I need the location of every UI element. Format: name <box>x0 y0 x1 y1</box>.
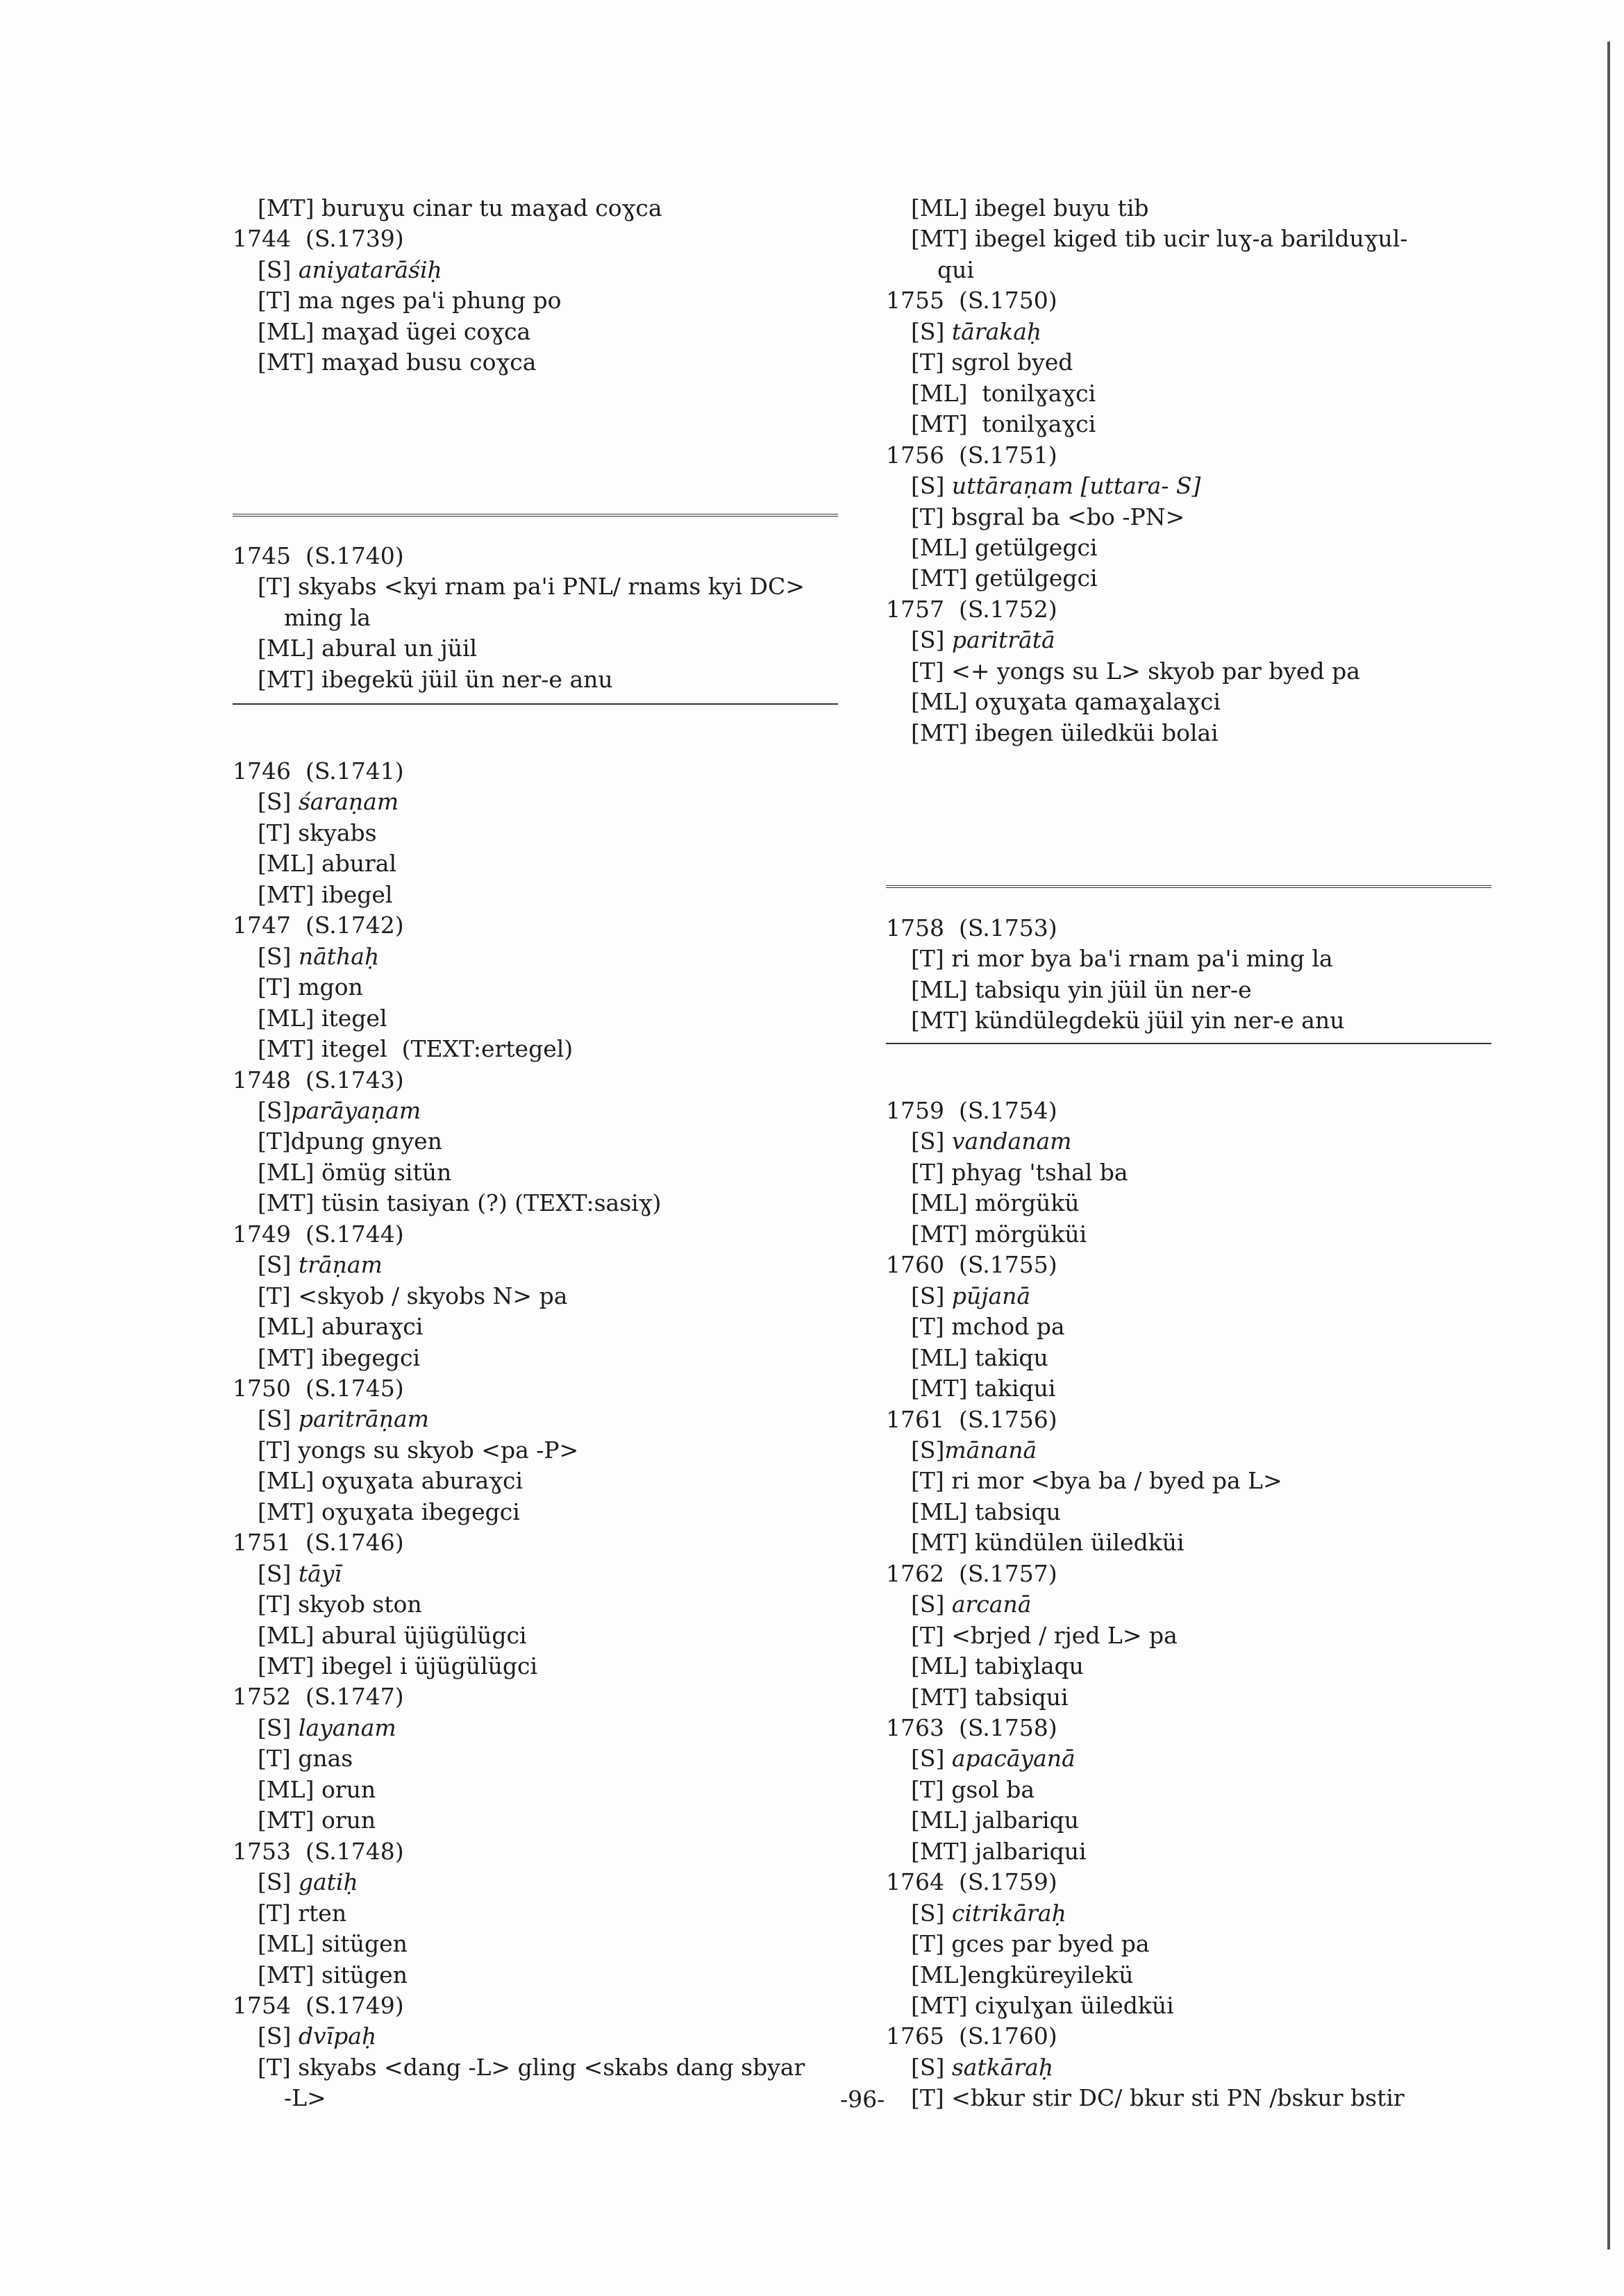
line-text: [T] rten <box>258 1900 347 1927</box>
entry-line <box>258 1312 423 1342</box>
line-text: 1762 (S.1757) <box>886 1560 1057 1587</box>
entry-line <box>284 603 371 633</box>
entry-number <box>886 1096 1057 1126</box>
sanskrit-term: arcanā <box>951 1591 1032 1618</box>
line-text: 1744 (S.1739) <box>233 225 404 252</box>
entry-number <box>233 1527 404 1558</box>
sanskrit-term: citrikāraḥ <box>951 1900 1066 1927</box>
entry-line <box>258 1188 661 1218</box>
page-edge-shadow <box>1607 42 1610 2249</box>
line-text: 1759 (S.1754) <box>886 1097 1057 1124</box>
line-text: 1748 (S.1743) <box>233 1066 404 1093</box>
entry-line <box>911 347 1073 378</box>
line-text: [MT] ibegegci <box>258 1344 421 1371</box>
line-text: [S] <box>258 1251 299 1278</box>
entry-line <box>911 1960 1133 1991</box>
line-text: [T] mgon <box>258 973 363 1000</box>
line-text: [S] <box>258 1714 299 1741</box>
entry-line <box>258 193 662 224</box>
entry-line <box>911 2052 1053 2083</box>
entry-line <box>911 193 1149 224</box>
entry-line <box>911 1651 1084 1682</box>
entry-line <box>911 471 1200 501</box>
line-text: [ML] tabiɣlaqu <box>911 1652 1084 1679</box>
line-text: 1747 (S.1742) <box>233 912 404 939</box>
entry-line <box>258 1497 520 1527</box>
section-rule <box>886 1043 1491 1044</box>
line-text: [ML] sitügen <box>258 1930 408 1957</box>
entry-line <box>258 1435 578 1466</box>
sanskrit-term: uttāraṇam [uttara- S] <box>951 472 1201 499</box>
line-text: [ML]engküreyilekü <box>911 1961 1134 1988</box>
entry-line <box>911 1620 1178 1651</box>
line-text: [S] <box>258 788 299 815</box>
line-text: [MT] ibegekü jüil ün ner-e anu <box>258 666 613 693</box>
line-text: [MT] ibegel kiged tib ucir luɣ-a barilduɣul- <box>911 225 1408 252</box>
entry-line <box>911 1743 1075 1774</box>
entry-line <box>258 1775 376 1805</box>
sanskrit-term: satkāraḥ <box>951 2054 1054 2081</box>
entry-line <box>911 1312 1065 1342</box>
entry-number <box>233 756 404 787</box>
line-text: [ML] oɣuɣata qamaɣalaɣci <box>911 688 1221 715</box>
line-text: [ML] oɣuɣata aburaɣci <box>258 1467 524 1494</box>
entry-number <box>233 1991 404 2021</box>
entry-line <box>911 502 1184 533</box>
line-text: [S] <box>911 318 952 345</box>
entry-line <box>258 1157 451 1188</box>
entry-number <box>233 1373 404 1404</box>
line-text: 1746 (S.1741) <box>233 757 404 785</box>
line-text: [T] <skyob / skyobs N> pa <box>258 1282 568 1309</box>
line-text: ming la <box>284 604 371 631</box>
entry-line <box>258 1250 383 1280</box>
sanskrit-term: trāṇam <box>298 1251 383 1278</box>
sanskrit-term: mānanā <box>944 1436 1037 1464</box>
entry-line <box>911 1219 1087 1250</box>
sanskrit-term: pūjanā <box>951 1282 1031 1309</box>
line-text: [S] <box>911 1282 952 1309</box>
entry-line <box>911 1281 1030 1312</box>
entry-line <box>258 2052 805 2083</box>
entry-number <box>886 285 1057 316</box>
entry-line <box>911 718 1219 748</box>
line-text: [T] gsol ba <box>911 1776 1035 1803</box>
sanskrit-term: tārakaḥ <box>951 318 1042 345</box>
entry-line <box>258 1651 537 1682</box>
entry-number <box>886 2021 1057 2052</box>
entry-line <box>258 1404 429 1434</box>
line-text: [T] mchod pa <box>911 1313 1065 1340</box>
line-text: [ML] orun <box>258 1776 376 1803</box>
line-text: [ML] tabsiqu yin jüil ün ner-e <box>911 976 1252 1003</box>
entry-line <box>258 1126 442 1157</box>
line-text: -L> <box>284 2084 326 2111</box>
entry-line <box>258 1559 342 1589</box>
entry-number <box>886 440 1057 471</box>
entry-line <box>258 1034 573 1064</box>
entry-line <box>258 880 392 910</box>
line-text: [T] ma nges pa'i phung po <box>258 287 562 314</box>
line-text: [S] <box>258 2022 299 2050</box>
entry-line <box>258 1281 567 1312</box>
section-rule <box>233 703 838 705</box>
line-text: [ML] getülgegci <box>911 534 1098 561</box>
entry-line <box>911 625 1055 655</box>
entry-number <box>233 1682 404 1712</box>
line-text: [S] <box>911 1591 952 1618</box>
entry-line <box>911 1836 1087 1867</box>
entry-line <box>258 571 805 602</box>
line-text: 1751 (S.1746) <box>233 1529 404 1556</box>
entry-line <box>258 1960 408 1991</box>
entry-number <box>233 1065 404 1096</box>
line-text: [MT] ibegel <box>258 881 393 908</box>
entry-line <box>258 1929 408 1959</box>
line-text: [S] <box>258 1097 292 1124</box>
sanskrit-term: vandanam <box>951 1128 1072 1155</box>
entry-line <box>258 818 377 848</box>
entry-line <box>911 1497 1061 1527</box>
line-text: 1754 (S.1749) <box>233 1992 404 2019</box>
entry-line <box>258 1867 358 1897</box>
line-text: [S] <box>258 1868 299 1895</box>
line-text: [MT] kündülen üiledküi <box>911 1529 1184 1556</box>
sanskrit-term: paritrātā <box>951 626 1055 653</box>
line-text: [S] <box>911 1128 952 1155</box>
entry-line <box>911 2083 1405 2113</box>
line-text: [T] bsgral ba <bo -PN> <box>911 503 1185 530</box>
entry-number <box>233 1219 404 1250</box>
entry-line <box>258 1466 523 1496</box>
page-number: -96- <box>840 2086 885 2113</box>
sanskrit-term: layanam <box>298 1714 396 1741</box>
line-text: 1750 (S.1745) <box>233 1375 404 1402</box>
line-text: [MT] getülgegci <box>911 564 1098 592</box>
entry-line <box>911 656 1360 687</box>
line-text: 1763 (S.1758) <box>886 1714 1057 1741</box>
line-text: 1753 (S.1748) <box>233 1838 404 1865</box>
line-text: [S] <box>258 256 299 283</box>
entry-line <box>911 563 1098 594</box>
line-text: [ML] aburaɣci <box>258 1313 424 1340</box>
line-text: 1764 (S.1759) <box>886 1868 1057 1895</box>
entry-line <box>911 1005 1344 1036</box>
entry-line <box>911 1775 1035 1805</box>
line-text: [MT] orun <box>258 1807 376 1834</box>
entry-line <box>258 2021 376 2052</box>
line-text: [ML] tonilɣaɣci <box>911 380 1096 407</box>
entry-line <box>911 1589 1031 1620</box>
entry-line <box>911 1527 1184 1558</box>
entry-line <box>258 848 396 879</box>
sanskrit-term: tāyī <box>298 1560 342 1587</box>
line-text: 1756 (S.1751) <box>886 442 1057 469</box>
line-text: [MT] tonilɣaɣci <box>911 410 1096 437</box>
entry-line <box>911 1898 1066 1929</box>
line-text: 1761 (S.1756) <box>886 1406 1057 1433</box>
line-text: [T] skyabs <box>258 819 377 846</box>
entry-line <box>911 1435 1037 1466</box>
line-text: 1765 (S.1760) <box>886 2022 1057 2050</box>
line-text: [ML] takiqu <box>911 1344 1048 1371</box>
line-text: [S] <box>911 1745 952 1772</box>
line-text: [MT] tüsin tasiyan (?) (TEXT:sasiɣ) <box>258 1189 662 1216</box>
line-text: [MT] tabsiqui <box>911 1684 1069 1711</box>
entry-line <box>911 1466 1282 1496</box>
entry-line <box>258 633 477 664</box>
entry-line <box>911 224 1407 254</box>
entry-number <box>233 541 404 571</box>
line-text: [MT] oɣuɣata ibegegci <box>258 1498 520 1525</box>
double-rule <box>886 885 1491 888</box>
line-text: 1752 (S.1747) <box>233 1683 404 1710</box>
entry-line <box>258 1003 387 1034</box>
line-text: [T] phyag 'tshal ba <box>911 1159 1128 1186</box>
entry-line <box>258 317 530 347</box>
entry-line <box>258 1343 420 1373</box>
entry-number <box>233 910 404 941</box>
sanskrit-term: nāthaḥ <box>298 943 380 970</box>
line-text: [T] <bkur stir DC/ bkur sti PN /bskur bstir <box>911 2084 1405 2111</box>
line-text: [MT] maɣad busu coɣca <box>258 349 537 376</box>
entry-line <box>911 687 1221 717</box>
sanskrit-term: gatiḥ <box>298 1868 358 1895</box>
entry-line <box>911 1682 1069 1713</box>
entry-line <box>258 787 399 817</box>
entry-number <box>886 1405 1057 1435</box>
line-text: 1755 (S.1750) <box>886 287 1057 314</box>
line-text: [ML] maɣad ügei coɣca <box>258 318 531 345</box>
line-text: [ML] abural <box>258 850 396 877</box>
entry-line <box>911 533 1097 563</box>
line-text: [ML] itegel <box>258 1005 387 1032</box>
line-text: [MT] itegel (TEXT:ertegel) <box>258 1035 574 1062</box>
entry-line <box>911 1126 1071 1157</box>
line-text: [MT] takiqui <box>911 1375 1056 1402</box>
sanskrit-term: parāyaṇam <box>291 1097 421 1124</box>
entry-line <box>258 1743 353 1774</box>
line-text: [T] <brjed / rjed L> pa <box>911 1622 1178 1649</box>
entry-line <box>911 1343 1048 1373</box>
entry-line <box>258 1805 376 1836</box>
line-text: [S] <box>258 943 299 970</box>
line-text: [S] <box>258 1405 299 1432</box>
line-text: [MT] mörgüküi <box>911 1221 1087 1248</box>
entry-number <box>886 913 1057 944</box>
line-text: [ML] ibegel buyu tib <box>911 194 1149 221</box>
sanskrit-term: apacāyanā <box>951 1745 1075 1772</box>
line-text: [T] ri mor <bya ba / byed pa L> <box>911 1467 1282 1494</box>
line-text: [MT] ibegen üiledküi bolai <box>911 719 1219 746</box>
line-text: 1757 (S.1752) <box>886 596 1057 623</box>
line-text: 1758 (S.1753) <box>886 914 1057 941</box>
entry-line <box>911 1157 1128 1188</box>
entry-line <box>258 1589 422 1620</box>
line-text: [S] <box>911 472 952 499</box>
entry-line <box>258 285 561 316</box>
entry-line <box>258 1096 421 1126</box>
line-text: 1745 (S.1740) <box>233 542 404 569</box>
sanskrit-term: aniyatarāśiḥ <box>298 256 442 283</box>
entry-number <box>233 224 404 254</box>
sanskrit-term: śaraṇam <box>298 788 399 815</box>
entry-line <box>258 1898 346 1929</box>
entry-line <box>911 1188 1080 1218</box>
entry-line <box>258 1620 527 1651</box>
entry-line <box>258 664 613 695</box>
entry-number <box>886 1559 1057 1589</box>
entry-line <box>258 1713 396 1743</box>
line-text: [S] <box>911 1900 952 1927</box>
sanskrit-term: paritrāṇam <box>298 1405 429 1432</box>
entry-line <box>258 972 363 1003</box>
entry-line <box>911 1991 1174 2021</box>
line-text: [T] <+ yongs su L> skyob par byed pa <box>911 657 1360 685</box>
line-text: [ML] tabsiqu <box>911 1498 1061 1525</box>
line-text: [S] <box>911 2054 952 2081</box>
sanskrit-term: dvīpaḥ <box>298 2022 377 2050</box>
line-text: qui <box>937 256 974 283</box>
entry-line <box>911 378 1096 409</box>
line-text: [T] ri mor bya ba'i rnam pa'i ming la <box>911 945 1333 972</box>
entry-line <box>911 409 1096 439</box>
entry-line <box>911 317 1041 347</box>
entry-line <box>258 941 379 972</box>
line-text: [T] gces par byed pa <box>911 1930 1150 1957</box>
line-text: [T] sgrol byed <box>911 349 1073 376</box>
line-text: [MT] sitügen <box>258 1961 408 1988</box>
line-text: [ML] abural un jüil <box>258 635 478 662</box>
entry-line <box>911 944 1333 974</box>
entry-number <box>886 1713 1057 1743</box>
line-text: 1749 (S.1744) <box>233 1221 404 1248</box>
line-text: [T] gnas <box>258 1745 353 1772</box>
line-text: [T] skyabs <dang -L> gling <skabs dang sbyar <box>258 2054 805 2081</box>
line-text: [MT] kündülegdekü jüil yin ner-e anu <box>911 1007 1345 1034</box>
double-rule <box>233 514 838 517</box>
line-text: [T] skyob ston <box>258 1591 422 1618</box>
entry-line <box>911 1373 1055 1404</box>
entry-line <box>258 255 442 285</box>
line-text: [MT] buruɣu cinar tu maɣad coɣca <box>258 194 662 221</box>
line-text: [T] yongs su skyob <pa -P> <box>258 1436 579 1464</box>
line-text: [S] <box>911 626 952 653</box>
entry-number <box>886 1250 1057 1280</box>
entry-line <box>937 255 974 285</box>
entry-number <box>886 1867 1057 1897</box>
line-text: [MT] ibegel i üjügülügci <box>258 1652 538 1679</box>
line-text: [MT] ciɣulɣan üiledküi <box>911 1992 1174 2019</box>
line-text: [ML] abural üjügülügci <box>258 1622 527 1649</box>
entry-number <box>233 1836 404 1867</box>
line-text: [ML] jalbariqu <box>911 1807 1079 1834</box>
line-text: [T]dpung gnyen <box>258 1128 442 1155</box>
entry-number <box>886 594 1057 625</box>
line-text: [S] <box>258 1560 299 1587</box>
line-text: [ML] mörgükü <box>911 1189 1080 1216</box>
line-text: 1760 (S.1755) <box>886 1251 1057 1278</box>
line-text: [MT] jalbariqui <box>911 1838 1087 1865</box>
entry-line <box>284 2083 326 2113</box>
line-text: [ML] ömüg sitün <box>258 1159 452 1186</box>
entry-line <box>911 975 1252 1005</box>
entry-line <box>911 1805 1079 1836</box>
line-text: [S] <box>911 1436 945 1464</box>
line-text: [T] skyabs <kyi rnam pa'i PNL/ rnams kyi DC> <box>258 573 805 600</box>
entry-line <box>258 347 536 378</box>
entry-line <box>911 1929 1150 1959</box>
